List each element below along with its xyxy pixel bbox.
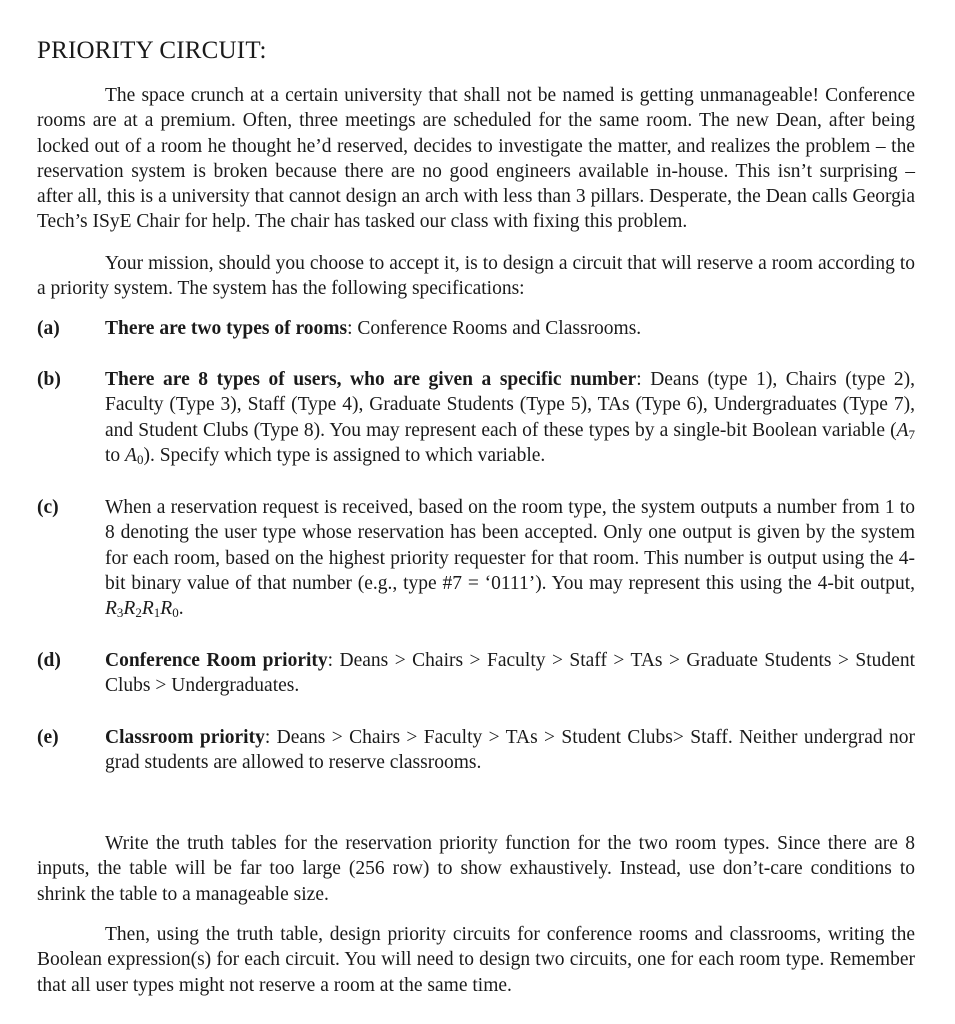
intro-paragraph: The space crunch at a certain university that shall not be named is getting unmanageable! Conference rooms are at a premium. Often, three meetings are scheduled for the same room. The new Dean, after being locked out of a room he thought he’d reserved, decides to investigate the matter, and realizes the problem – the reservation system is broken because there are no good engineers available in-house. This isn’t surprising – after all, this is a university that cannot design an arch with less than 3 pillars. Desperate, the Dean calls Georgia Tech’s ISyE Chair for help. The chair has tasked our class with fixing this problem. bbox=[37, 85, 915, 233]
spec-item-d-body bbox=[105, 648, 915, 699]
output-r3r2r1r0: $R_3R_2R_1R_0$ bbox=[105, 598, 179, 621]
spec-item-c-label: (c) bbox=[37, 497, 59, 518]
circuit-paragraph: Then, using the truth table, design priority circuits for conference rooms and classrooms, writing the Boolean expression(s) for each circuit. You will need to design two circuits, one for each room type. Remember that all user types might not reserve a room at the same time. bbox=[37, 924, 915, 996]
spec-item-a-lead: There are two types of rooms bbox=[105, 318, 348, 339]
spec-item-d-lead: Conference Room priority bbox=[105, 650, 328, 671]
spec-item-a-body bbox=[105, 316, 915, 341]
spec-item-c-body bbox=[105, 495, 915, 621]
spec-item-b-body bbox=[105, 367, 915, 468]
spec-item-e-text: : Deans > Chairs > Faculty > TAs > Student Clubs> Staff. Neither undergrad nor grad students are allowed to reserve classrooms. bbox=[105, 727, 915, 774]
spec-item-b-text-1: : Deans (type 1), Chairs (type 2), Faculty (Type 3), Staff (Type 4), Graduate Students (Type 5), TAs (Type 6), Undergraduates (Type 7), and Student Clubs (Type 8). You may represent each of these types by a single-bit Boolean variable ( bbox=[105, 369, 915, 441]
spec-item-b-text-2: ). Specify which type is assigned to which variable. bbox=[143, 444, 546, 466]
spec-item-a-label: (a) bbox=[37, 318, 60, 339]
spec-item-b-text-to: to bbox=[105, 444, 126, 466]
spec-item-d-text: : Deans > Chairs > Faculty > Staff > TAs > Graduate Students > Student Clubs > Undergraduates. bbox=[105, 650, 916, 697]
var-a7: $A_7$ bbox=[896, 419, 915, 442]
document-title: PRIORITY CIRCUIT: bbox=[37, 37, 267, 64]
spec-item-d-label: (d) bbox=[37, 650, 61, 671]
spec-item-e-lead: Classroom priority bbox=[105, 727, 265, 748]
spec-item-c-text-1: When a reservation request is received, based on the room type, the system outputs a number from 1 to 8 denoting the user type whose reservation has been accepted. Only one output is given by the system for each room, based on the highest priority requester for that room. This number is output using the 4-bit binary value of that number (e.g., type #7 = ‘0111’). You may represent this using the 4-bit output, bbox=[105, 497, 915, 594]
mission-paragraph: Your mission, should you choose to accept it, is to design a circuit that will reserve a room according to a priority system. The system has the following specifications: bbox=[37, 253, 915, 300]
var-a0: $A_0$ bbox=[125, 444, 144, 467]
spec-item-a-text: : Conference Rooms and Classrooms. bbox=[347, 318, 642, 339]
truth-table-paragraph: Write the truth tables for the reservation priority function for the two room types. Since there are 8 inputs, the table will be far too large (256 row) to show exhaustively. Instead, use don’t-care conditions to shrink the table to a manageable size. bbox=[37, 833, 915, 905]
spec-item-e-label: (e) bbox=[37, 727, 59, 748]
spec-item-c-text-2: . bbox=[178, 598, 184, 620]
spec-item-b-label: (b) bbox=[37, 369, 61, 390]
spec-item-e-body bbox=[105, 725, 915, 776]
spec-item-b-lead: There are 8 types of users, who are given a specific number bbox=[105, 369, 637, 390]
